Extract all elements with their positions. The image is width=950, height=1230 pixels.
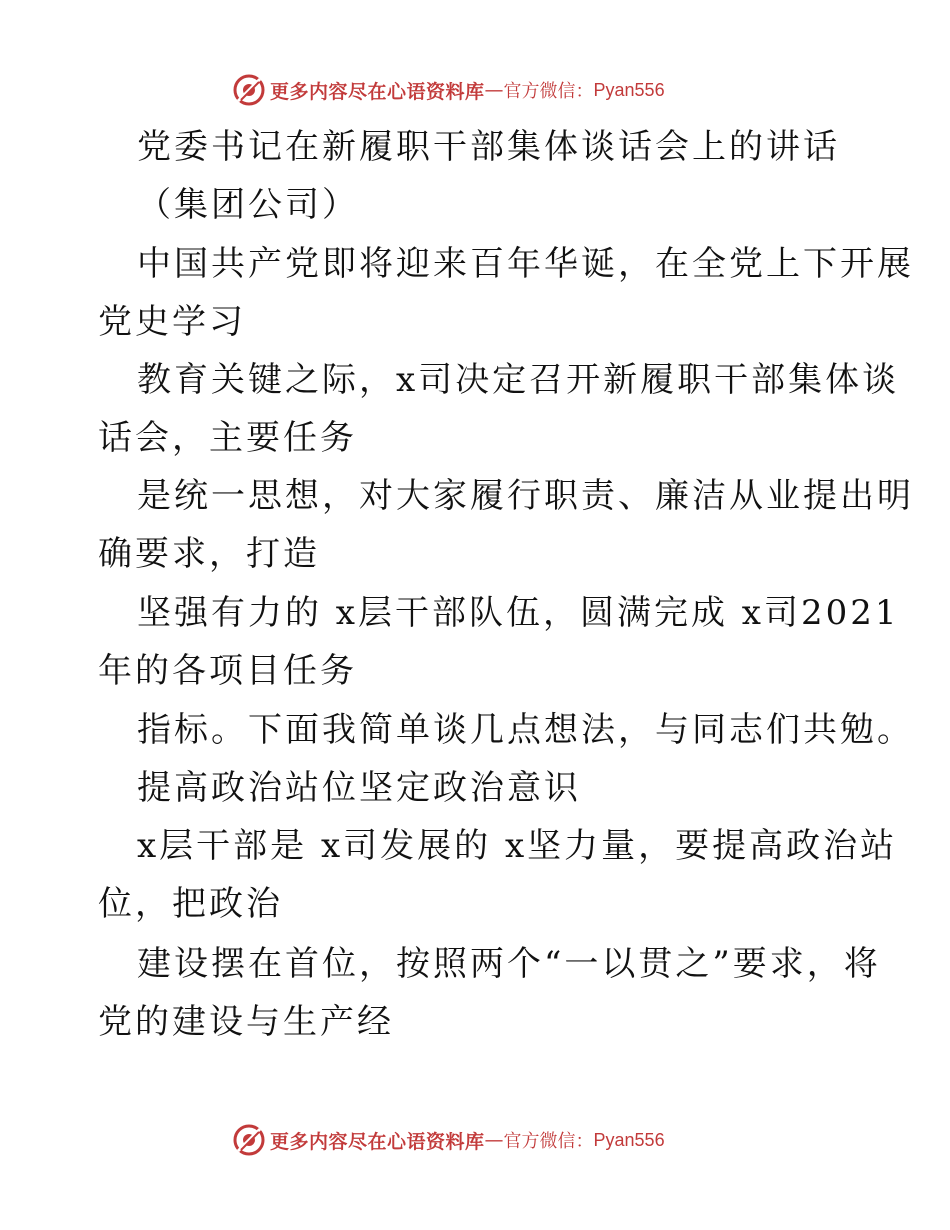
paragraph-line: 党史学习 bbox=[98, 302, 246, 342]
document-title: 党委书记在新履职干部集体谈话会上的讲话 bbox=[137, 127, 840, 167]
paragraph-line: 坚强有力的 x层干部队伍，圆满完成 x司2021 bbox=[137, 593, 900, 633]
watermark-subtext: 官方微信： bbox=[503, 81, 594, 102]
paragraph-line: 中国共产党即将迎来百年华诞，在全党上下开展 bbox=[137, 244, 914, 284]
paragraph-line: 建设摆在首位，按照两个“一以贯之”要求，将 bbox=[137, 944, 881, 984]
watermark-banner-bottom bbox=[232, 1122, 712, 1158]
watermark-dash: — bbox=[484, 1129, 504, 1151]
paragraph-line: 年的各项目任务 bbox=[98, 651, 357, 691]
paragraph-line: 确要求，打造 bbox=[98, 534, 320, 574]
paragraph-line: x层干部是 x司发展的 x坚力量，要提高政治站 bbox=[137, 826, 898, 866]
paragraph-line: 教育关键之际，x司决定召开新履职干部集体谈 bbox=[137, 360, 900, 400]
paragraph-line: 位，把政治 bbox=[98, 884, 283, 924]
paragraph-line: 是统一思想，对大家履行职责、廉洁从业提出明 bbox=[137, 476, 914, 516]
watermark-text: 更多内容尽在心语资料库 bbox=[270, 80, 485, 103]
logo-icon bbox=[232, 1123, 266, 1157]
watermark-id: Pyan556 bbox=[593, 1129, 665, 1150]
paragraph-line: 指标。下面我简单谈几点想法，与同志们共勉。 bbox=[137, 710, 914, 750]
paragraph-line: 党的建设与生产经 bbox=[98, 1002, 394, 1042]
watermark-dash: — bbox=[484, 79, 504, 101]
paragraph-line: 话会，主要任务 bbox=[98, 418, 357, 458]
document-subtitle: （集团公司） bbox=[137, 185, 359, 225]
watermark-subtext: 官方微信： bbox=[503, 1131, 594, 1152]
watermark-banner-top bbox=[232, 72, 712, 108]
watermark-id: Pyan556 bbox=[593, 79, 665, 100]
logo-icon bbox=[232, 73, 266, 107]
watermark-text: 更多内容尽在心语资料库 bbox=[270, 1130, 485, 1153]
section-heading: 提高政治站位坚定政治意识 bbox=[137, 768, 581, 808]
